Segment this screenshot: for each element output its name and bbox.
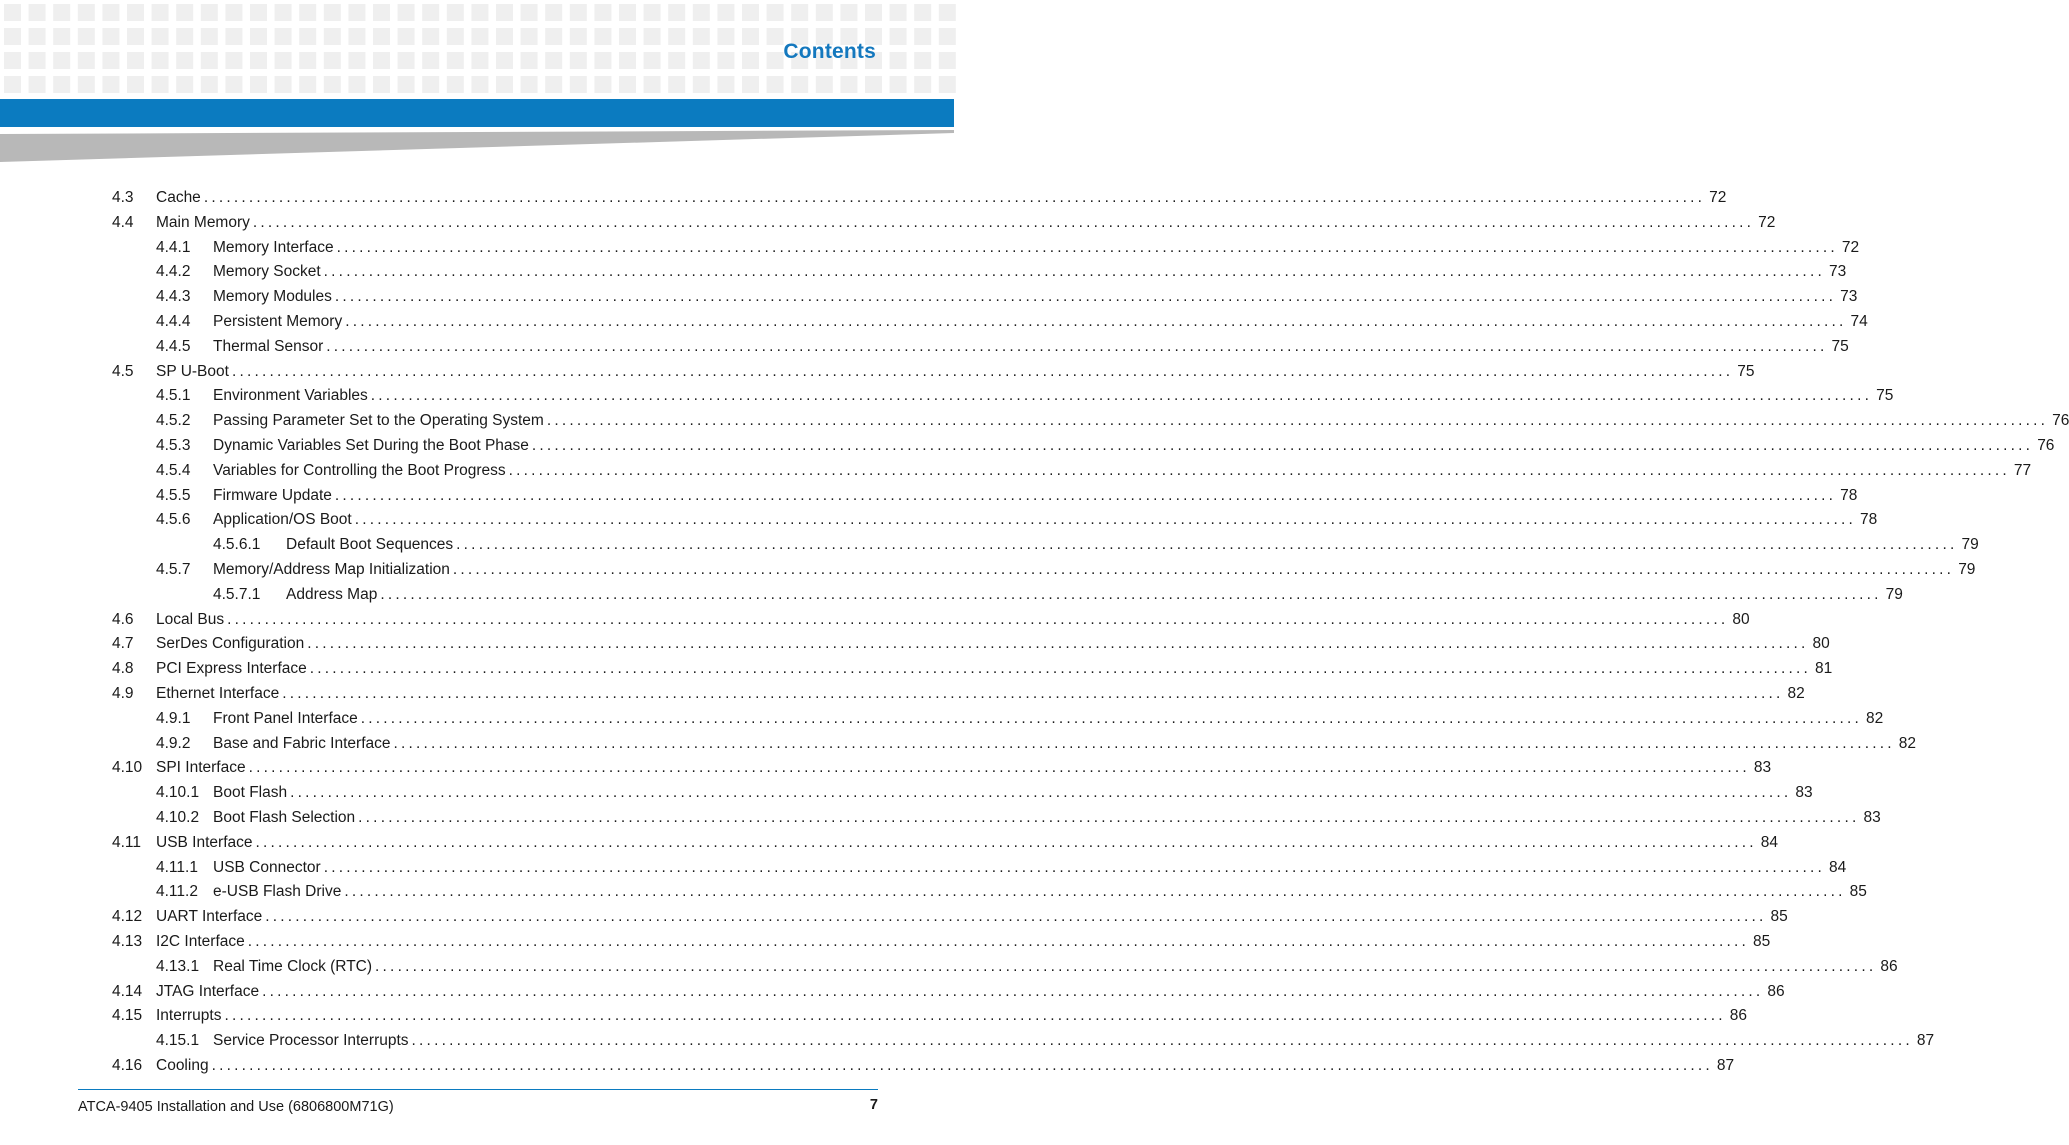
header-gray-wedge	[0, 130, 954, 164]
toc-entry-title: Local Bus	[156, 608, 227, 633]
toc-leader-dots: ........................................................................................................................................................................................................	[309, 660, 1812, 678]
toc-entry[interactable]	[112, 434, 2055, 459]
toc-entry-number: 4.5.4	[156, 461, 191, 479]
footer-page-number: 7	[869, 1097, 878, 1113]
toc-leader-dots: ........................................................................................................................................................................................................	[456, 536, 1958, 554]
toc-entry-page: 83	[1791, 781, 1812, 806]
toc-entry-number: 4.4.4	[156, 312, 191, 330]
toc-entry-title: Main Memory	[156, 211, 253, 236]
toc-leader-dots: ........................................................................................................................................................................................................	[380, 585, 1882, 603]
toc-entry[interactable]	[112, 608, 1750, 633]
toc-entry[interactable]	[112, 905, 1788, 930]
toc-entry-number: 4.4.5	[156, 337, 191, 355]
footer-document-title: ATCA-9405 Installation and Use (6806800M71G)	[78, 1099, 394, 1115]
toc-leader-dots: ........................................................................................................................................................................................................	[411, 1032, 1913, 1050]
toc-entry-title: Boot Flash Selection	[213, 806, 358, 831]
toc-leader-dots: ........................................................................................................................................................................................................	[326, 337, 1828, 355]
toc-entry-number: 4.13	[112, 932, 143, 950]
toc-leader-dots: ........................................................................................................................................................................................................	[370, 387, 1873, 405]
toc-entry-page: 86	[1876, 955, 1897, 980]
toc-entry-page: 84	[1825, 856, 1846, 881]
toc-entry-page: 83	[1750, 756, 1771, 781]
toc-entry-number: 4.4.3	[156, 288, 191, 306]
header-blue-bar	[0, 99, 954, 127]
toc-entry[interactable]	[112, 360, 1755, 385]
toc-entry-page: 82	[1862, 707, 1883, 732]
toc-entry-title: Memory Interface	[213, 236, 337, 261]
toc-entry-title: Cache	[156, 186, 204, 211]
toc-entry-number: 4.10.1	[156, 784, 200, 802]
toc-leader-dots: ........................................................................................................................................................................................................	[231, 362, 1734, 380]
toc-entry-title: Default Boot Sequences	[286, 533, 456, 558]
toc-entry-page: 81	[1811, 657, 1832, 682]
toc-entry[interactable]	[112, 310, 1868, 335]
toc-entry[interactable]	[112, 484, 1858, 509]
toc-leader-dots: ........................................................................................................................................................................................................	[360, 709, 1863, 727]
toc-entry-page: 79	[1882, 583, 1903, 608]
toc-entry-page: 85	[1846, 880, 1867, 905]
toc-entry-number: 4.5.6.1	[213, 536, 261, 554]
toc-leader-dots: ........................................................................................................................................................................................................	[393, 734, 1895, 752]
toc-entry[interactable]	[112, 930, 1771, 955]
toc-entry-number: 4.9.2	[156, 734, 191, 752]
toc-entry-page: 78	[1856, 508, 1877, 533]
toc-entry-number: 4.9	[112, 684, 134, 702]
toc-leader-dots: ........................................................................................................................................................................................................	[345, 312, 1847, 330]
toc-leader-dots: ........................................................................................................................................................................................................	[358, 808, 1860, 826]
toc-entry-page: 84	[1757, 831, 1778, 856]
toc-entry[interactable]	[112, 781, 1813, 806]
toc-entry-number: 4.10	[112, 759, 143, 777]
toc-entry[interactable]	[112, 1054, 1735, 1079]
toc-entry-page: 75	[1733, 360, 1754, 385]
toc-entry-page: 87	[1713, 1054, 1734, 1079]
toc-entry-page: 79	[1954, 558, 1975, 583]
toc-leader-dots: ........................................................................................................................................................................................................	[323, 858, 1825, 876]
toc-entry-page: 72	[1705, 186, 1726, 211]
toc-entry[interactable]	[112, 1004, 1748, 1029]
toc-entry[interactable]	[112, 335, 1849, 360]
toc-entry-title: Persistent Memory	[213, 310, 345, 335]
toc-entry-page: 82	[1895, 732, 1916, 757]
toc-entry-title: Passing Parameter Set to the Operating System	[213, 409, 547, 434]
toc-entry-number: 4.5.2	[156, 412, 191, 430]
toc-entry[interactable]	[112, 657, 1833, 682]
toc-leader-dots: ........................................................................................................................................................................................................	[248, 759, 1750, 777]
toc-entry-number: 4.5	[112, 362, 134, 380]
toc-entry-title: Cooling	[156, 1054, 212, 1079]
toc-leader-dots: ........................................................................................................................................................................................................	[344, 883, 1846, 901]
toc-entry-title: Application/OS Boot	[213, 508, 355, 533]
toc-entry-page: 78	[1836, 484, 1857, 509]
toc-entry-number: 4.9.1	[156, 709, 191, 727]
toc-entry[interactable]	[112, 533, 1979, 558]
toc-entry-title: Thermal Sensor	[213, 335, 326, 360]
toc-leader-dots: ........................................................................................................................................................................................................	[334, 288, 1837, 306]
toc-leader-dots: ........................................................................................................................................................................................................	[265, 908, 1767, 926]
toc-entry[interactable]	[112, 1029, 1935, 1054]
toc-entry-number: 4.12	[112, 908, 143, 926]
toc-entry-number: 4.5.5	[156, 486, 191, 504]
toc-leader-dots: ........................................................................................................................................................................................................	[508, 461, 2010, 479]
page-title: Contents	[783, 40, 876, 63]
toc-entry[interactable]	[112, 583, 1903, 608]
toc-entry-page: 73	[1836, 285, 1857, 310]
toc-entry-number: 4.7	[112, 635, 134, 653]
toc-entry-page: 76	[2048, 409, 2069, 434]
toc-entry[interactable]	[112, 955, 1898, 980]
toc-leader-dots: ........................................................................................................................................................................................................	[290, 784, 1792, 802]
toc-entry-number: 4.10.2	[156, 808, 200, 826]
toc-entry[interactable]	[112, 831, 1779, 856]
toc-entry-page: 80	[1808, 632, 1829, 657]
toc-leader-dots: ........................................................................................................................................................................................................	[307, 635, 1809, 653]
footer-divider	[78, 1089, 878, 1090]
toc-entry-title: SPI Interface	[156, 756, 249, 781]
toc-entry[interactable]	[112, 186, 1727, 211]
toc-entry-number: 4.4.1	[156, 238, 191, 256]
toc-leader-dots: ........................................................................................................................................................................................................	[375, 957, 1877, 975]
toc-entry-title: Service Processor Interrupts	[213, 1029, 412, 1054]
toc-leader-dots: ........................................................................................................................................................................................................	[531, 436, 2034, 454]
toc-entry-title: USB Interface	[156, 831, 256, 856]
toc-entry-page: 73	[1825, 260, 1846, 285]
toc-entry-title: Variables for Controlling the Boot Progress	[213, 459, 509, 484]
toc-entry-page: 75	[1872, 384, 1893, 409]
toc-entry[interactable]	[112, 732, 1917, 757]
toc-entry-page: 85	[1767, 905, 1788, 930]
toc-leader-dots: ........................................................................................................................................................................................................	[452, 560, 1955, 578]
toc-leader-dots: ........................................................................................................................................................................................................	[211, 1056, 1713, 1074]
toc-entry-title: Boot Flash	[213, 781, 290, 806]
table-of-contents	[112, 186, 2069, 1079]
toc-entry-page: 80	[1728, 608, 1749, 633]
toc-entry[interactable]	[112, 459, 2032, 484]
toc-entry-title: Dynamic Variables Set During the Boot Phase	[213, 434, 532, 459]
toc-leader-dots: ........................................................................................................................................................................................................	[546, 412, 2049, 430]
toc-entry-title: Front Panel Interface	[213, 707, 361, 732]
toc-entry-number: 4.11.1	[156, 858, 198, 876]
toc-entry-title: e-USB Flash Drive	[213, 880, 344, 905]
toc-leader-dots: ........................................................................................................................................................................................................	[252, 213, 1755, 231]
toc-leader-dots: ........................................................................................................................................................................................................	[255, 833, 1757, 851]
toc-entry-page: 74	[1846, 310, 1867, 335]
toc-entry-number: 4.11.2	[156, 883, 198, 901]
toc-entry[interactable]	[112, 880, 1867, 905]
toc-entry-title: SP U-Boot	[156, 360, 232, 385]
toc-entry-number: 4.5.3	[156, 436, 191, 454]
toc-entry-title: Interrupts	[156, 1004, 224, 1029]
toc-leader-dots: ........................................................................................................................................................................................................	[203, 189, 1706, 206]
toc-entry-page: 75	[1828, 335, 1849, 360]
toc-entry-page: 86	[1763, 980, 1784, 1005]
toc-leader-dots: ........................................................................................................................................................................................................	[334, 486, 1837, 504]
toc-leader-dots: ........................................................................................................................................................................................................	[336, 238, 1838, 256]
toc-entry-number: 4.4	[112, 213, 134, 231]
toc-entry-title: Memory Modules	[213, 285, 335, 310]
toc-entry-number: 4.15	[112, 1007, 143, 1025]
toc-entry-title: Address Map	[286, 583, 380, 608]
toc-entry-title: Memory Socket	[213, 260, 324, 285]
toc-entry-title: UART Interface	[156, 905, 265, 930]
toc-entry-number: 4.3	[112, 189, 134, 206]
toc-entry-page: 72	[1754, 211, 1775, 236]
toc-entry[interactable]	[112, 384, 1894, 409]
toc-entry-page: 79	[1957, 533, 1978, 558]
toc-entry-title: SerDes Configuration	[156, 632, 307, 657]
toc-entry-page: 85	[1749, 930, 1770, 955]
toc-entry[interactable]	[112, 632, 1830, 657]
toc-leader-dots: ........................................................................................................................................................................................................	[262, 982, 1764, 1000]
toc-entry-title: Ethernet Interface	[156, 682, 282, 707]
toc-entry[interactable]	[112, 260, 1847, 285]
toc-entry[interactable]	[112, 980, 1785, 1005]
toc-entry-number: 4.15.1	[156, 1032, 200, 1050]
toc-entry[interactable]	[112, 508, 1878, 533]
toc-entry-page: 76	[2033, 434, 2054, 459]
toc-entry-number: 4.11	[112, 833, 142, 851]
toc-leader-dots: ........................................................................................................................................................................................................	[282, 684, 1784, 702]
toc-entry-page: 82	[1784, 682, 1805, 707]
toc-leader-dots: ........................................................................................................................................................................................................	[224, 1007, 1726, 1025]
toc-entry-page: 87	[1913, 1029, 1934, 1054]
toc-entry-page: 77	[2010, 459, 2031, 484]
toc-entry-number: 4.5.7.1	[213, 585, 261, 603]
toc-entry-title: Real Time Clock (RTC)	[213, 955, 375, 980]
toc-entry-page: 83	[1859, 806, 1880, 831]
toc-entry[interactable]	[112, 409, 2069, 434]
toc-entry[interactable]	[112, 211, 1776, 236]
toc-entry-title: JTAG Interface	[156, 980, 262, 1005]
toc-entry-number: 4.13.1	[156, 957, 200, 975]
toc-leader-dots: ........................................................................................................................................................................................................	[323, 263, 1825, 281]
toc-entry-title: Firmware Update	[213, 484, 335, 509]
toc-entry[interactable]	[112, 707, 1884, 732]
toc-entry-title: Base and Fabric Interface	[213, 732, 394, 757]
toc-entry[interactable]	[112, 856, 1847, 881]
toc-leader-dots: ........................................................................................................................................................................................................	[227, 610, 1729, 628]
toc-entry-title: Environment Variables	[213, 384, 371, 409]
toc-entry-number: 4.14	[112, 982, 143, 1000]
toc-entry-number: 4.5.6	[156, 511, 191, 529]
toc-entry-number: 4.4.2	[156, 263, 191, 281]
toc-entry-number: 4.16	[112, 1056, 143, 1074]
toc-entry[interactable]	[112, 806, 1881, 831]
toc-entry-title: PCI Express Interface	[156, 657, 310, 682]
toc-entry-page: 72	[1838, 236, 1859, 261]
toc-entry-title: I2C Interface	[156, 930, 248, 955]
toc-leader-dots: ........................................................................................................................................................................................................	[247, 932, 1750, 950]
toc-entry-number: 4.5.1	[156, 387, 191, 405]
toc-entry-number: 4.5.7	[156, 560, 191, 578]
toc-entry[interactable]	[112, 558, 1976, 583]
toc-entry[interactable]	[112, 236, 1860, 261]
toc-entry-number: 4.6	[112, 610, 134, 628]
toc-entry[interactable]	[112, 756, 1772, 781]
toc-entry-title: USB Connector	[213, 856, 324, 881]
toc-leader-dots: ........................................................................................................................................................................................................	[354, 511, 1857, 529]
toc-entry-page: 86	[1726, 1004, 1747, 1029]
toc-entry[interactable]	[112, 682, 1805, 707]
toc-entry-title: Memory/Address Map Initialization	[213, 558, 453, 583]
toc-entry-number: 4.8	[112, 660, 134, 678]
toc-entry[interactable]	[112, 285, 1858, 310]
